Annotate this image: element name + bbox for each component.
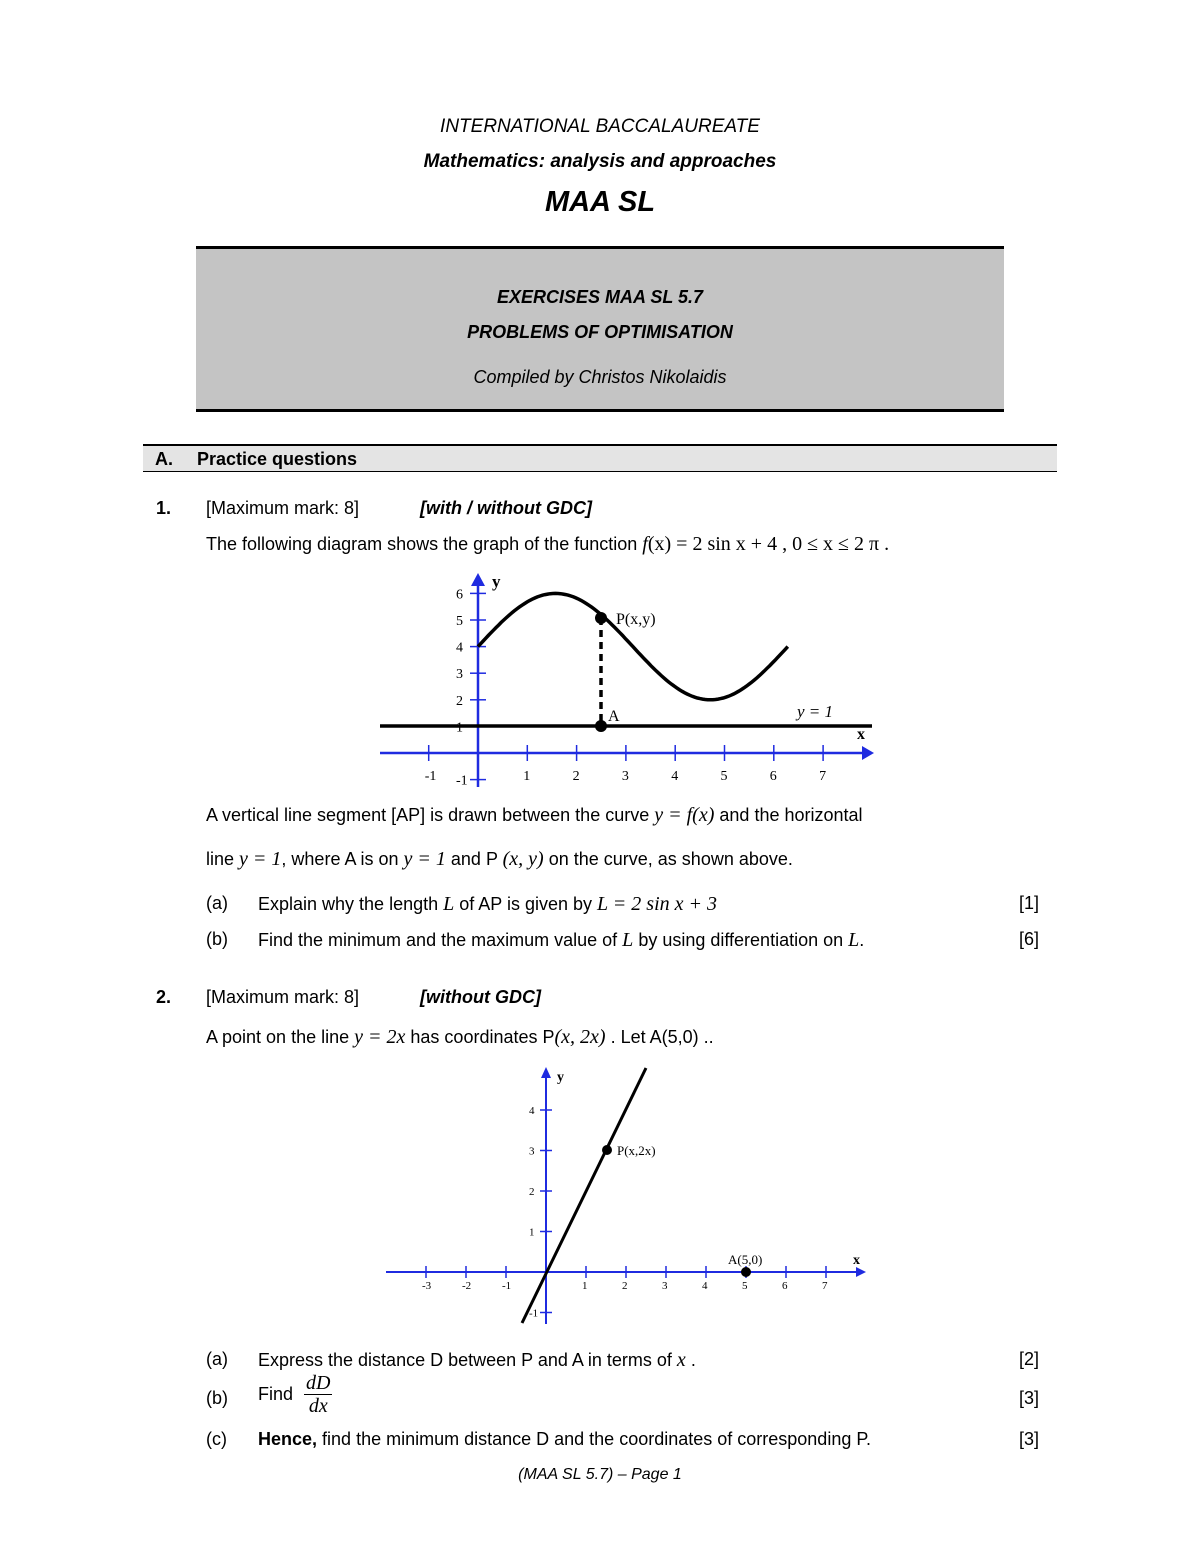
header-level: MAA SL [544, 186, 656, 218]
q1-desc1-eq: y = f(x) [654, 804, 715, 826]
q2-part-c-bold: Hence, [258, 1429, 318, 1449]
section-letter: A. [155, 449, 173, 469]
q1-part-b-expr: L [848, 929, 860, 951]
q2-xtick-label: 6 [782, 1280, 788, 1292]
q1-point-p [595, 612, 607, 624]
q2-part-b-t1: Find [258, 1384, 294, 1404]
q1-part-b-text [258, 929, 864, 952]
banner-author: Compiled by Christos Nikolaidis [473, 367, 727, 387]
section-title: Practice questions [197, 449, 358, 469]
q1-sine-curve [478, 593, 788, 699]
q1-label-p: P(x,y) [616, 611, 656, 628]
q2-mark-label: [Maximum mark: 8] [206, 987, 360, 1007]
q1-part-b-t1: Find the minimum and the maximum value of [258, 930, 618, 950]
q1-desc2-a: line [206, 849, 235, 869]
q1-y-arrow [471, 573, 485, 586]
q2-xtick-label: -2 [462, 1280, 472, 1292]
q2-part-b-fraction [304, 1372, 332, 1417]
q2-part-a-marks: [2] [1018, 1349, 1039, 1369]
q1-desc2-c: and P [450, 849, 498, 869]
q1-part-b-t2: by using differentiation on [638, 930, 844, 950]
q1-part-a-expr: L = 2 sin x + 3 [597, 893, 718, 915]
q1-label-line: y = 1 [797, 702, 834, 721]
q1-part-a-t2: of AP is given by [459, 894, 593, 914]
q2-y-label: y [557, 1070, 564, 1085]
q2-x-label: x [853, 1253, 860, 1268]
q1-desc2-d: on the curve, as shown above. [548, 849, 793, 869]
q1-y-label: y [492, 572, 501, 591]
q1-desc2-b: , where A is on [281, 849, 399, 869]
q1-desc2-eq3: (x, y) [502, 848, 544, 870]
q1-xtick-label: 2 [572, 769, 580, 784]
q1-part-a-t1: Explain why the length [258, 894, 439, 914]
q1-part-a-var: L [443, 893, 455, 915]
q1-intro [206, 533, 889, 556]
q1-ytick-label: -1 [456, 773, 468, 789]
banner-exercises: EXERCISES MAA SL 5.7 [496, 287, 704, 307]
q2-part-b-num: dD [306, 1372, 331, 1394]
q2-part-a-label: (a) [206, 1349, 228, 1369]
q2-gdc: [without GDC] [420, 987, 541, 1007]
q2-graph [380, 1062, 875, 1327]
q1-ytick-label: 2 [456, 693, 463, 709]
q2-point-a [741, 1267, 751, 1277]
q1-desc-line1 [206, 804, 863, 827]
q2-ytick-label: 4 [529, 1105, 535, 1117]
q1-x-label: x [857, 726, 865, 743]
q1-desc1-a: A vertical line segment [AP] is drawn between the curve [206, 805, 650, 825]
q2-intro-eq: y = 2x [354, 1026, 406, 1048]
q2-part-b-den: dx [308, 1395, 328, 1417]
header-course: Mathematics: analysis and approaches [423, 151, 777, 172]
q1-part-b-t3: . [859, 930, 865, 950]
q2-intro-b: has coordinates P [410, 1027, 555, 1047]
q1-ytick-label: 3 [456, 667, 463, 683]
q1-part-a-text [258, 893, 717, 916]
q2-xtick-label: 7 [822, 1280, 828, 1292]
q2-ytick-label: 3 [529, 1145, 535, 1158]
q1-ytick-label: 1 [456, 720, 463, 736]
q1-intro-text: The following diagram shows the graph of the function [206, 534, 638, 554]
q1-desc2-eq2: y = 1 [403, 848, 446, 870]
q1-part-b-var: L [622, 929, 634, 951]
q1-part-a-label: (a) [206, 893, 228, 913]
q2-xtick-label: 1 [582, 1280, 588, 1292]
q1-gdc: [with / without GDC] [420, 498, 592, 518]
q2-xtick-label: 3 [662, 1280, 668, 1292]
q1-ytick-label: 4 [456, 640, 463, 656]
q2-intro-c: . Let A(5,0) .. [610, 1027, 714, 1047]
q2-part-b-text [258, 1372, 332, 1417]
q2-point-p [602, 1145, 612, 1155]
q1-xtick-label: 1 [523, 769, 531, 784]
section-heading [143, 444, 1057, 472]
q1-desc-line2 [206, 848, 793, 871]
q1-desc2-eq1: y = 1 [239, 848, 282, 870]
q2-part-c-text [258, 1429, 871, 1450]
q2-part-b-marks: [3] [1018, 1388, 1039, 1408]
q2-ytick-label: 1 [529, 1226, 535, 1239]
q2-y-arrow [541, 1067, 551, 1078]
q2-part-c-label: (c) [206, 1429, 227, 1449]
banner-topic: PROBLEMS OF OPTIMISATION [467, 322, 733, 342]
q2-part-c-t1: find the minimum distance D and the coordinates of corresponding P. [322, 1429, 872, 1449]
q1-graph [370, 565, 880, 790]
q1-part-a-marks: [1] [1018, 893, 1039, 913]
q1-xtick-label: -1 [424, 769, 437, 784]
q2-xtick-label: -3 [422, 1280, 432, 1292]
q2-intro-p: (x, 2x) [554, 1026, 606, 1048]
title-banner [196, 246, 1004, 412]
q2-xtick-label: 4 [702, 1280, 708, 1292]
q2-x-arrow [856, 1267, 866, 1277]
q2-xtick-label: 2 [622, 1280, 628, 1292]
q2-part-b-label: (b) [206, 1388, 228, 1408]
q1-point-a [595, 720, 607, 732]
q2-intro [206, 1026, 714, 1049]
q1-part-b-label: (b) [206, 929, 228, 949]
q2-xtick-label: -1 [502, 1280, 512, 1292]
q2-label-a: A(5,0) [728, 1252, 763, 1267]
q1-x-arrow [862, 746, 874, 760]
q2-part-c-marks: [3] [1018, 1429, 1039, 1449]
q2-intro-a: A point on the line [206, 1027, 350, 1047]
q2-ytick-label: 2 [529, 1186, 535, 1198]
q1-xtick-label: 4 [671, 769, 679, 784]
header-org: INTERNATIONAL BACCALAUREATE [440, 116, 760, 137]
q1-xtick-label: 5 [720, 769, 728, 784]
q1-number: 1. [156, 498, 172, 518]
q1-desc1-b: and the horizontal [719, 805, 863, 825]
q1-intro-f: f [642, 533, 648, 555]
q2-part-a-text [258, 1349, 696, 1372]
q1-label-a: A [608, 708, 620, 725]
q2-part-a-t2: . [690, 1350, 696, 1370]
q1-part-b-marks: [6] [1018, 929, 1039, 949]
q1-xtick-label: 3 [621, 769, 629, 784]
q1-mark-label: [Maximum mark: 8] [206, 498, 360, 518]
q1-intro-expr: (x) = 2 sin x + 4 , 0 ≤ x ≤ 2 π . [647, 533, 890, 555]
q1-xtick-label: 6 [769, 769, 777, 784]
q2-number: 2. [156, 987, 172, 1007]
q2-label-p: P(x,2x) [617, 1143, 656, 1158]
q1-ytick-label: 5 [456, 614, 463, 629]
q2-part-a-var: x [676, 1349, 686, 1371]
q1-ytick-label: 6 [456, 587, 463, 603]
q2-ytick-label: -1 [529, 1307, 539, 1320]
q1-xtick-label: 7 [819, 769, 827, 784]
q2-part-a-t1: Express the distance D between P and A in terms of [258, 1350, 672, 1370]
page-footer: (MAA SL 5.7) – Page 1 [518, 1466, 682, 1483]
q2-xtick-label: 5 [742, 1280, 748, 1292]
